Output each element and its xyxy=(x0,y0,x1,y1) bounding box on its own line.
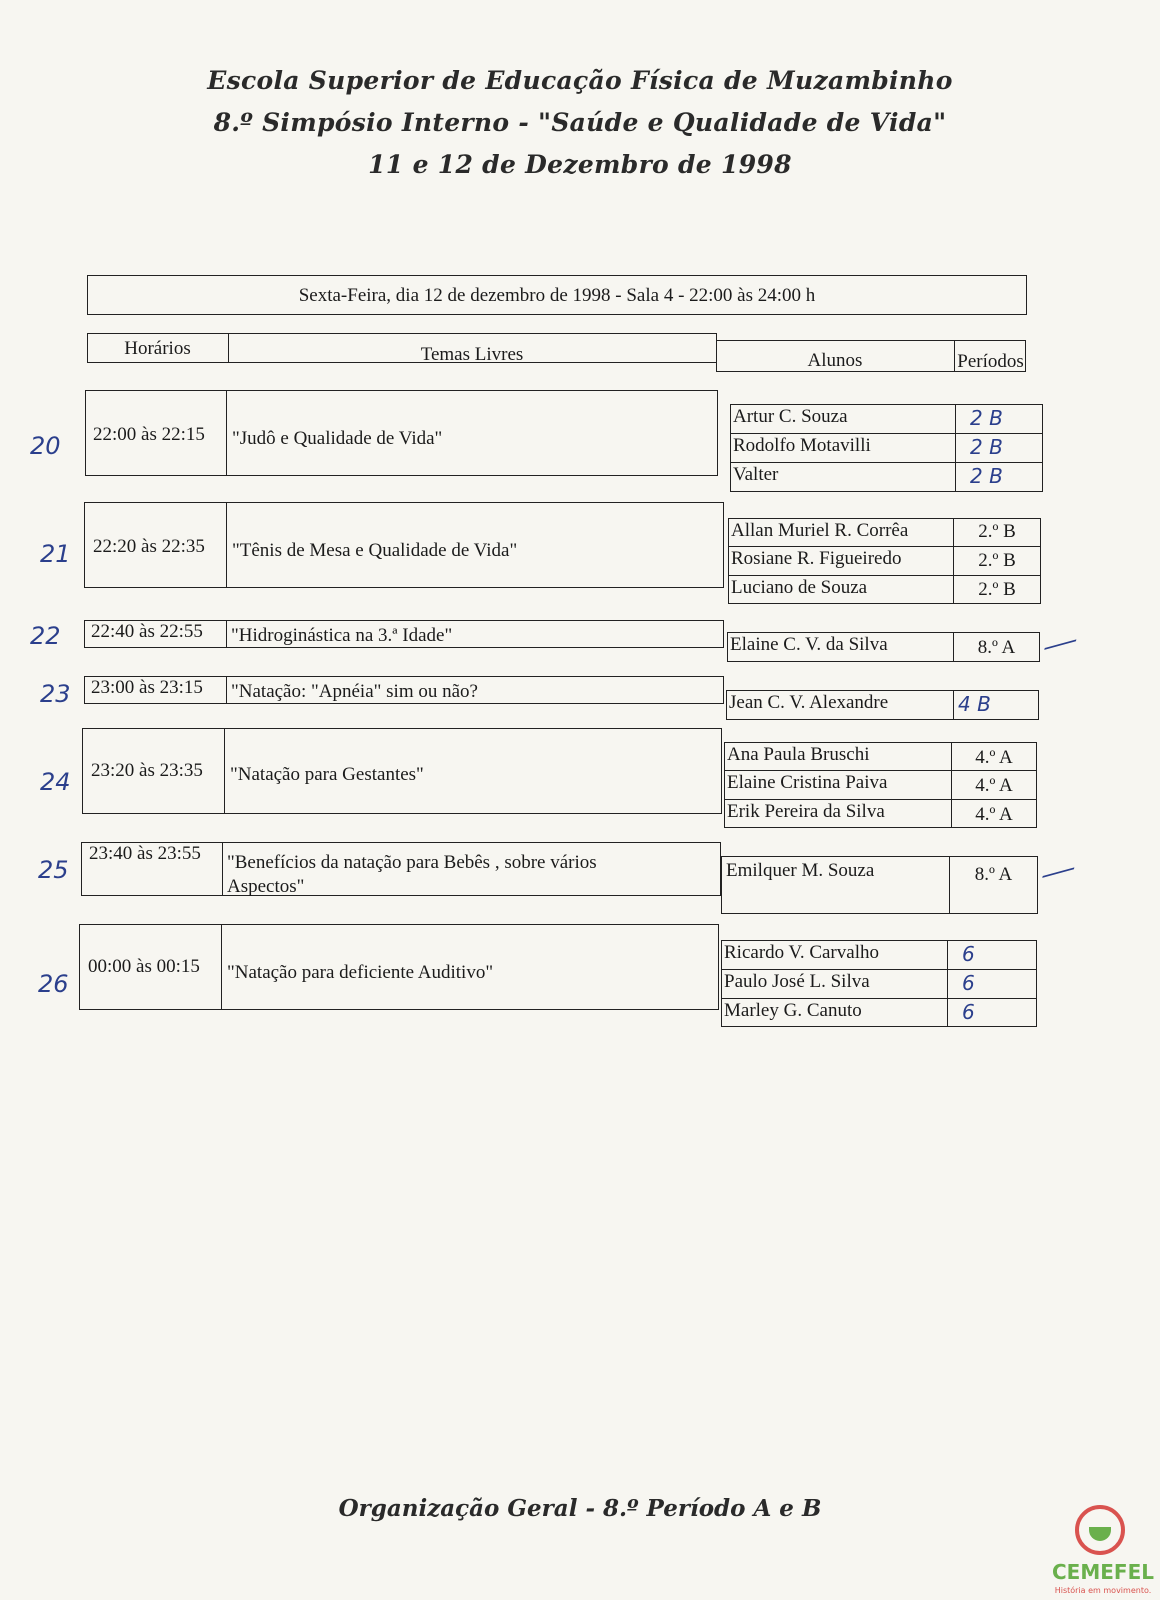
student-period: 2.º B xyxy=(978,521,1016,542)
student-name: Erik Pereira da Silva xyxy=(727,801,885,822)
row-theme: "Natação: "Apnéia" sim ou não? xyxy=(231,681,478,702)
student-period: 2 B xyxy=(970,435,1003,459)
student-name: Luciano de Souza xyxy=(731,577,868,598)
student-period: 2.º B xyxy=(978,579,1016,600)
row-time: 23:20 às 23:35 xyxy=(91,760,203,781)
student-period: 4.º A xyxy=(975,775,1013,796)
row-number: 24 xyxy=(40,768,71,796)
column-temas: Temas Livres xyxy=(420,344,524,365)
student-period: 8.º A xyxy=(977,637,1016,658)
student-period: 6 xyxy=(962,971,975,995)
student-name: Artur C. Souza xyxy=(733,406,848,427)
student-name: Marley G. Canuto xyxy=(724,1000,862,1021)
student-name: Ricardo V. Carvalho xyxy=(724,942,879,963)
logo-name: CEMEFEL xyxy=(1052,1560,1154,1584)
row-theme-line1: "Benefícios da natação para Bebês , sobre vários xyxy=(227,852,597,873)
row-theme: "Hidroginástica na 3.ª Idade" xyxy=(231,625,453,646)
row-time: 23:00 às 23:15 xyxy=(91,677,203,698)
row-theme: "Natação para Gestantes" xyxy=(230,764,424,785)
column-alunos: Alunos xyxy=(807,350,863,371)
student-name: Rosiane R. Figueiredo xyxy=(731,548,902,569)
logo-tagline: História em movimento. xyxy=(1054,1586,1152,1595)
symposium-title: 8.º Simpósio Interno - "Saúde e Qualidade de Vida" xyxy=(213,108,947,137)
student-period: 6 xyxy=(962,942,975,966)
row-number: 23 xyxy=(40,680,71,708)
student-name: Elaine C. V. da Silva xyxy=(730,634,888,655)
student-period: 8.º A xyxy=(974,864,1013,885)
row-theme: "Tênis de Mesa e Qualidade de Vida" xyxy=(232,540,518,561)
row-number: 26 xyxy=(38,970,69,998)
student-name: Elaine Cristina Paiva xyxy=(727,772,888,793)
student-name: Rodolfo Motavilli xyxy=(733,435,871,456)
student-period: 4.º A xyxy=(975,804,1013,825)
student-name: Jean C. V. Alexandre xyxy=(729,692,889,713)
row-number: 25 xyxy=(38,856,69,884)
student-period: 2 B xyxy=(970,406,1003,430)
row-time: 22:00 às 22:15 xyxy=(93,424,205,445)
institution-title: Escola Superior de Educação Física de Muzambinho xyxy=(207,66,953,95)
student-period: 2.º B xyxy=(978,550,1016,571)
row-time: 22:20 às 22:35 xyxy=(93,536,205,557)
footer-organization: Organização Geral - 8.º Período A e B xyxy=(338,1495,822,1522)
event-dates: 11 e 12 de Dezembro de 1998 xyxy=(368,150,792,179)
column-periodos: Períodos xyxy=(957,351,1024,372)
session-info: Sexta-Feira, dia 12 de dezembro de 1998 - Sala 4 - 22:00 às 24:00 h xyxy=(298,285,816,306)
row-number: 22 xyxy=(30,622,61,650)
column-horarios: Horários xyxy=(124,338,191,359)
checkmark-icon xyxy=(1042,854,1077,878)
row-time: 23:40 às 23:55 xyxy=(89,843,201,864)
cemefel-logo-icon xyxy=(1075,1505,1125,1555)
student-period: 2 B xyxy=(970,464,1003,488)
row-number: 21 xyxy=(40,540,71,568)
student-name: Emilquer M. Souza xyxy=(726,860,875,881)
student-name: Ana Paula Bruschi xyxy=(727,744,870,765)
row-theme: "Judô e Qualidade de Vida" xyxy=(232,428,443,449)
student-name: Allan Muriel R. Corrêa xyxy=(731,520,909,541)
row-theme: "Natação para deficiente Auditivo" xyxy=(227,962,494,983)
row-number: 20 xyxy=(30,432,61,460)
student-name: Paulo José L. Silva xyxy=(724,971,870,992)
checkmark-icon xyxy=(1044,626,1079,650)
student-name: Valter xyxy=(733,464,779,485)
student-period: 4.º A xyxy=(975,747,1013,768)
student-period: 4 B xyxy=(958,692,991,716)
student-period: 6 xyxy=(962,1000,975,1024)
row-time: 22:40 às 22:55 xyxy=(91,621,203,642)
row-theme-line2: Aspectos" xyxy=(227,876,305,897)
row-time: 00:00 às 00:15 xyxy=(88,956,200,977)
